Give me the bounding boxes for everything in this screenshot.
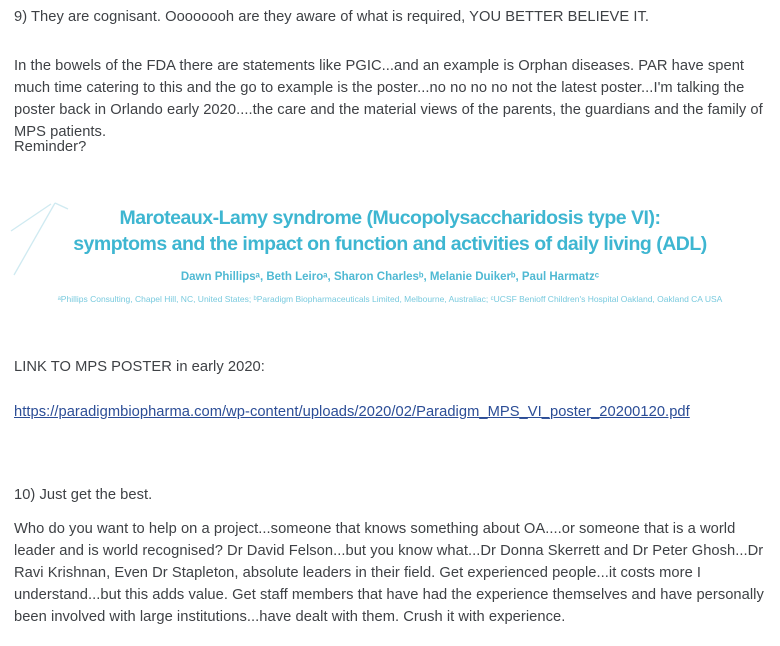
poster-affiliations: ᵃPhillips Consulting, Chapel Hill, NC, United States; ᵇParadigm Biopharmaceuticals Limited, Melbourne, Australiac; ᶜUCSF Benioff Children's Hospital Oakland, Oakland CA USA (57, 294, 723, 304)
post-link-label: LINK TO MPS POSTER in early 2020: (14, 359, 265, 375)
poster-title-line2: symptoms and the impact on function and activities of daily living (ADL) (73, 233, 707, 255)
post-paragraph-best: Who do you want to help on a project...someone that knows something about OA....or someone that is a world leader and is world recognised? Dr David Felson...but you know what...Dr Donna Skerrett and Dr Peter Ghosh...Dr Ravi Krishnan, Even Dr Stapleton, absolute leaders in their field. Get experienced people...it costs more I understand...but this adds value. Get staff members that have had the experience themselves and have personally been involved with large institutions...have dealt with them. Crush it with experience. (14, 521, 764, 625)
post-reminder-line: Reminder? (14, 139, 87, 155)
post-paragraph-9: 9) They are cognisant. Oooooooh are they aware of what is required, YOU BETTER BELIEVE IT. (14, 9, 650, 25)
post-paragraph-10: 10) Just get the best. (14, 487, 153, 503)
embedded-poster-image[interactable] (0, 183, 780, 323)
poster-authors: Dawn Phillipsᵃ, Beth Leiroᵃ, Sharon Charlesᵇ, Melanie Duikerᵇ, Paul Harmatzᶜ (180, 271, 600, 283)
poster-title (0, 205, 780, 257)
poster-title-line1: Maroteaux-Lamy syndrome (Mucopolysaccharidosis type VI): (119, 207, 661, 229)
post-paragraph-fda: In the bowels of the FDA there are statements like PGIC...and an example is Orphan diseases. PAR have spent much time catering to this and the go to example is the poster...no no no no not the latest poster...I'm talking the poster back in Orlando early 2020....the care and the material views of the parents, the guardians and the family of MPS patients. (14, 58, 763, 140)
post-link-row (14, 401, 772, 423)
poster-pdf-link[interactable]: https://paradigmbiopharma.com/wp-content/uploads/2020/02/Paradigm_MPS_VI_poster_20200120.pdf (14, 404, 690, 420)
